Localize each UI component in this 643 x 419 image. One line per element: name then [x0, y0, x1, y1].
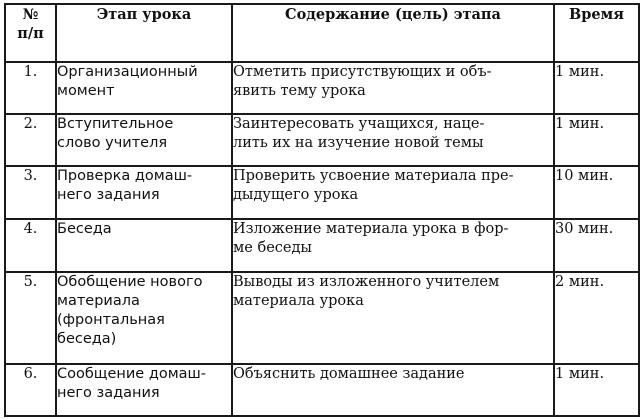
table-row: [5, 62, 639, 114]
row-number: 3.: [5, 166, 56, 219]
row-time: 1 мин.: [554, 62, 639, 114]
row-time: 10 мин.: [554, 166, 639, 219]
row-stage: Вступительное слово учителя: [56, 114, 232, 166]
row-time: 1 мин.: [554, 364, 639, 416]
table-row: [5, 114, 639, 166]
row-stage: Сообщение домаш- него задания: [56, 364, 232, 416]
row-content: Изложение материала урока в фор- ме беседы: [232, 219, 554, 272]
row-number: 4.: [5, 219, 56, 272]
row-stage: Проверка домаш- него задания: [56, 166, 232, 219]
lesson-plan-table: [4, 3, 640, 417]
row-content: Выводы из изложенного учителем материала урока: [232, 272, 554, 364]
row-time: 30 мин.: [554, 219, 639, 272]
row-number: 2.: [5, 114, 56, 166]
header-number: № п/п: [5, 4, 56, 62]
table-row: [5, 166, 639, 219]
table-row: [5, 364, 639, 416]
lesson-plan-table-container: [4, 3, 640, 417]
table-row: [5, 272, 639, 364]
table-row: [5, 219, 639, 272]
header-content: Содержание (цель) этапа: [232, 4, 554, 62]
row-content: Объяснить домашнее задание: [232, 364, 554, 416]
row-content: Отметить присутствующих и объ- явить тему урока: [232, 62, 554, 114]
row-time: 2 мин.: [554, 272, 639, 364]
row-number: 6.: [5, 364, 56, 416]
row-stage: Организационный момент: [56, 62, 232, 114]
row-content: Проверить усвоение материала пре- дыдущего урока: [232, 166, 554, 219]
row-content: Заинтересовать учащихся, наце- лить их на изучение новой темы: [232, 114, 554, 166]
row-time: 1 мин.: [554, 114, 639, 166]
row-stage: Обобщение нового материала (фронтальная беседа): [56, 272, 232, 364]
row-number: 5.: [5, 272, 56, 364]
header-time: Время: [554, 4, 639, 62]
row-stage: Беседа: [56, 219, 232, 272]
table-header-row: [5, 4, 639, 62]
row-number: 1.: [5, 62, 56, 114]
header-stage: Этап урока: [56, 4, 232, 62]
